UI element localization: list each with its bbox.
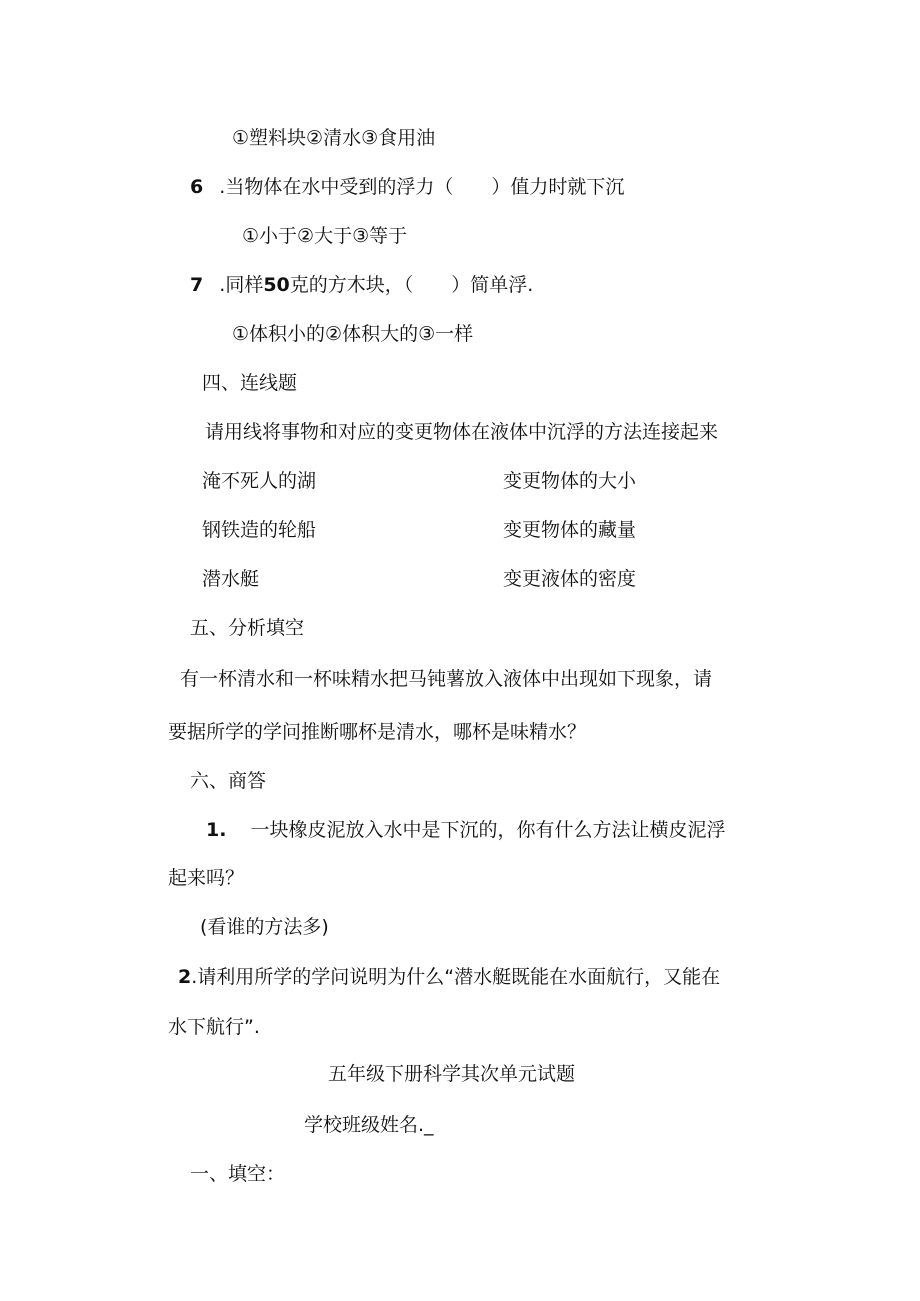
section-5-text-line-2: 要据所学的学问推断哪杯是清水，哪杯是味精水？ [168, 721, 587, 743]
question-7 [190, 273, 533, 297]
section-4-instruction: 请用线将事物和对应的变更物体在液体中沉浮的方法连接起来 [205, 421, 719, 443]
question-text: .请利用所学的学问说明为什么“潜水艇既能在水面航行，又能在 [191, 966, 721, 988]
section-6-question-2-continued: 水下航行”. [168, 1016, 260, 1038]
match-left-item: 淹不死人的湖 [202, 470, 317, 492]
q6-options: ①小于②大于③等于 [242, 225, 408, 247]
section-6-question-1-continued: 起来吗？ [168, 867, 245, 889]
next-test-title: 五年级下册科学其次单元试题 [328, 1063, 576, 1085]
section-5-heading: 五、分析填空 [190, 617, 305, 639]
q7-options: ①体积小的②体积大的③一样 [232, 323, 474, 345]
section-5-text-line-1: 有一杯清水和一杯味精水把马钝薯放入液体中出现如下现象，请 [180, 668, 713, 690]
question-text: .同样 [219, 274, 264, 296]
section-6-question-1 [206, 818, 726, 842]
question-text-rest: 克的方木块，（ ）简单浮. [289, 274, 534, 296]
next-test-section-1-heading: 一、填空： [190, 1163, 286, 1185]
question-number: 1. [206, 819, 227, 841]
question-number: 7 [190, 274, 204, 296]
q5-options: ①塑料块②清水③食用油 [232, 127, 436, 149]
question-number: 6 [190, 176, 204, 198]
question-6 [190, 175, 624, 199]
question-text: 一块橡皮泥放入水中是下沉的，你有什么方法让横皮泥浮 [250, 819, 726, 841]
next-test-student-info: 学校班级姓名._ [304, 1114, 434, 1136]
weight-value: 50 [263, 274, 290, 296]
section-6-question-2 [178, 965, 720, 989]
match-right-item: 变更液体的密度 [503, 568, 637, 590]
match-left-item: 钢铁造的轮船 [202, 519, 317, 541]
match-left-item: 潜水艇 [202, 568, 260, 590]
section-4-heading: 四、连线题 [202, 372, 298, 394]
match-right-item: 变更物体的藏量 [503, 519, 637, 541]
section-6-question-1-note: (看谁的方法多) [200, 916, 329, 938]
question-number: 2 [178, 966, 192, 988]
question-text: .当物体在水中受到的浮力（ ）值力时就下沉 [219, 176, 625, 198]
section-6-heading: 六、商答 [190, 770, 267, 792]
match-right-item: 变更物体的大小 [503, 470, 637, 492]
